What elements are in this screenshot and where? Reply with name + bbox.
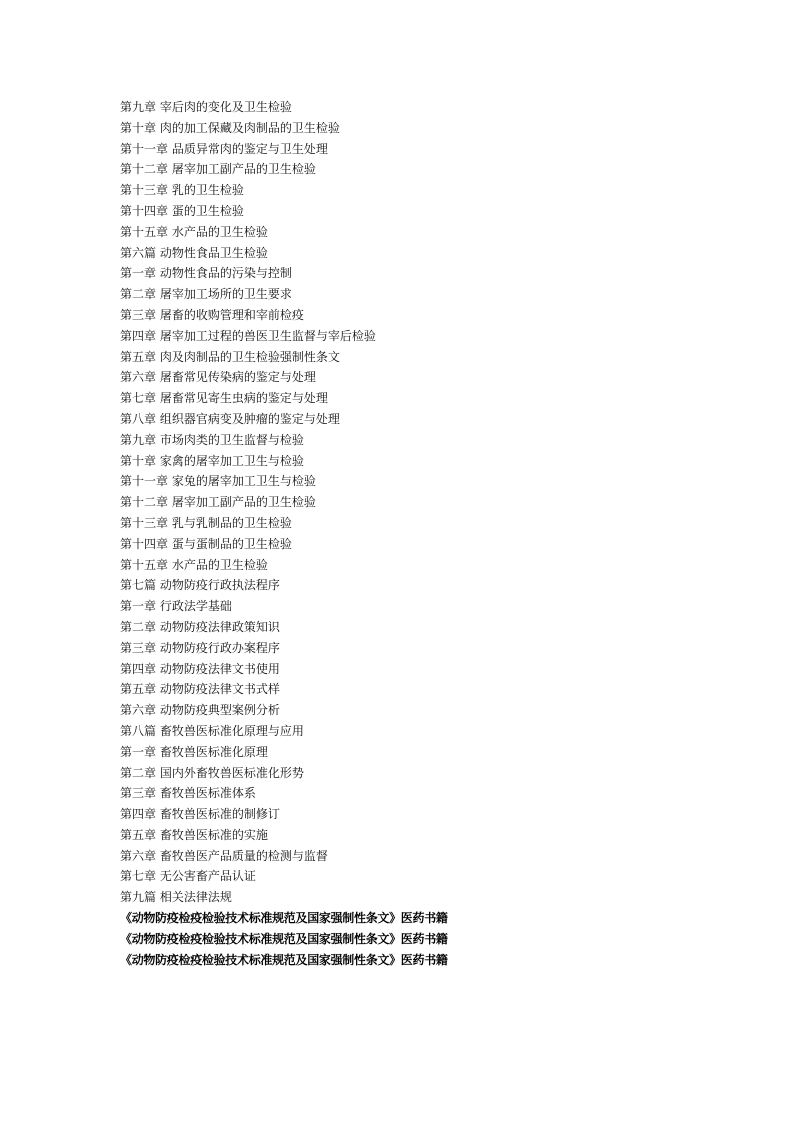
toc-line: 第五章 动物防疫法律文书式样 <box>120 682 280 697</box>
toc-line: 第七章 屠畜常见寄生虫病的鉴定与处理 <box>120 391 328 406</box>
toc-line: 第十一章 品质异常肉的鉴定与卫生处理 <box>120 141 328 156</box>
toc-line: 第十一章 家兔的屠宰加工卫生与检验 <box>120 474 316 489</box>
toc-line: 第四章 动物防疫法律文书使用 <box>120 661 280 676</box>
toc-line: 第二章 动物防疫法律政策知识 <box>120 619 280 634</box>
toc-line: 第一章 动物性食品的污染与控制 <box>120 266 292 281</box>
toc-line: 第十五章 水产品的卫生检验 <box>120 224 268 239</box>
toc-line: 第十四章 蛋的卫生检验 <box>120 203 244 218</box>
toc-line: 第三章 动物防疫行政办案程序 <box>120 640 280 655</box>
part-heading: 第九篇 相关法律法规 <box>120 890 232 905</box>
toc-line: 第九章 市场肉类的卫生监督与检验 <box>120 432 304 447</box>
toc-line: 第八章 组织器官病变及肿瘤的鉴定与处理 <box>120 411 340 426</box>
toc-line: 第六章 屠畜常见传染病的鉴定与处理 <box>120 370 316 385</box>
toc-line: 第三章 屠畜的收购管理和宰前检疫 <box>120 307 304 322</box>
toc-line: 第二章 屠宰加工场所的卫生要求 <box>120 287 292 302</box>
toc-line: 第五章 肉及肉制品的卫生检验强制性条文 <box>120 349 340 364</box>
toc-line: 第四章 畜牧兽医标准的制修订 <box>120 807 280 822</box>
toc-line: 第一章 畜牧兽医标准化原理 <box>120 744 268 759</box>
book-title-line: 《动物防疫检疫检验技术标准规范及国家强制性条文》医药书籍 <box>120 952 448 967</box>
toc-line: 第十二章 屠宰加工副产品的卫生检验 <box>120 162 316 177</box>
part-heading: 第六篇 动物性食品卫生检验 <box>120 245 268 260</box>
toc-line: 第二章 国内外畜牧兽医标准化形势 <box>120 765 304 780</box>
book-title-line: 《动物防疫检疫检验技术标准规范及国家强制性条文》医药书籍 <box>120 931 448 946</box>
toc-line: 第十五章 水产品的卫生检验 <box>120 557 268 572</box>
toc-line: 第六章 畜牧兽医产品质量的检测与监督 <box>120 848 328 863</box>
toc-line: 第十二章 屠宰加工副产品的卫生检验 <box>120 495 316 510</box>
toc-line: 第十三章 乳的卫生检验 <box>120 183 244 198</box>
toc-line: 第十章 肉的加工保藏及肉制品的卫生检验 <box>120 120 340 135</box>
toc-line: 第五章 畜牧兽医标准的实施 <box>120 827 268 842</box>
toc-line: 第七章 无公害畜产品认证 <box>120 869 256 884</box>
toc-line: 第十四章 蛋与蛋制品的卫生检验 <box>120 536 292 551</box>
toc-line: 第九章 宰后肉的变化及卫生检验 <box>120 100 292 114</box>
document-body <box>120 97 720 970</box>
toc-line: 第六章 动物防疫典型案例分析 <box>120 703 280 718</box>
toc-line: 第十三章 乳与乳制品的卫生检验 <box>120 515 292 530</box>
toc-line: 第三章 畜牧兽医标准体系 <box>120 786 256 801</box>
part-heading: 第八篇 畜牧兽医标准化原理与应用 <box>120 723 304 738</box>
toc-line: 第四章 屠宰加工过程的兽医卫生监督与宰后检验 <box>120 328 376 343</box>
toc-line: 第一章 行政法学基础 <box>120 599 232 614</box>
part-heading: 第七篇 动物防疫行政执法程序 <box>120 578 280 593</box>
book-title-line: 《动物防疫检疫检验技术标准规范及国家强制性条文》医药书籍 <box>120 911 448 926</box>
toc-line: 第十章 家禽的屠宰加工卫生与检验 <box>120 453 304 468</box>
